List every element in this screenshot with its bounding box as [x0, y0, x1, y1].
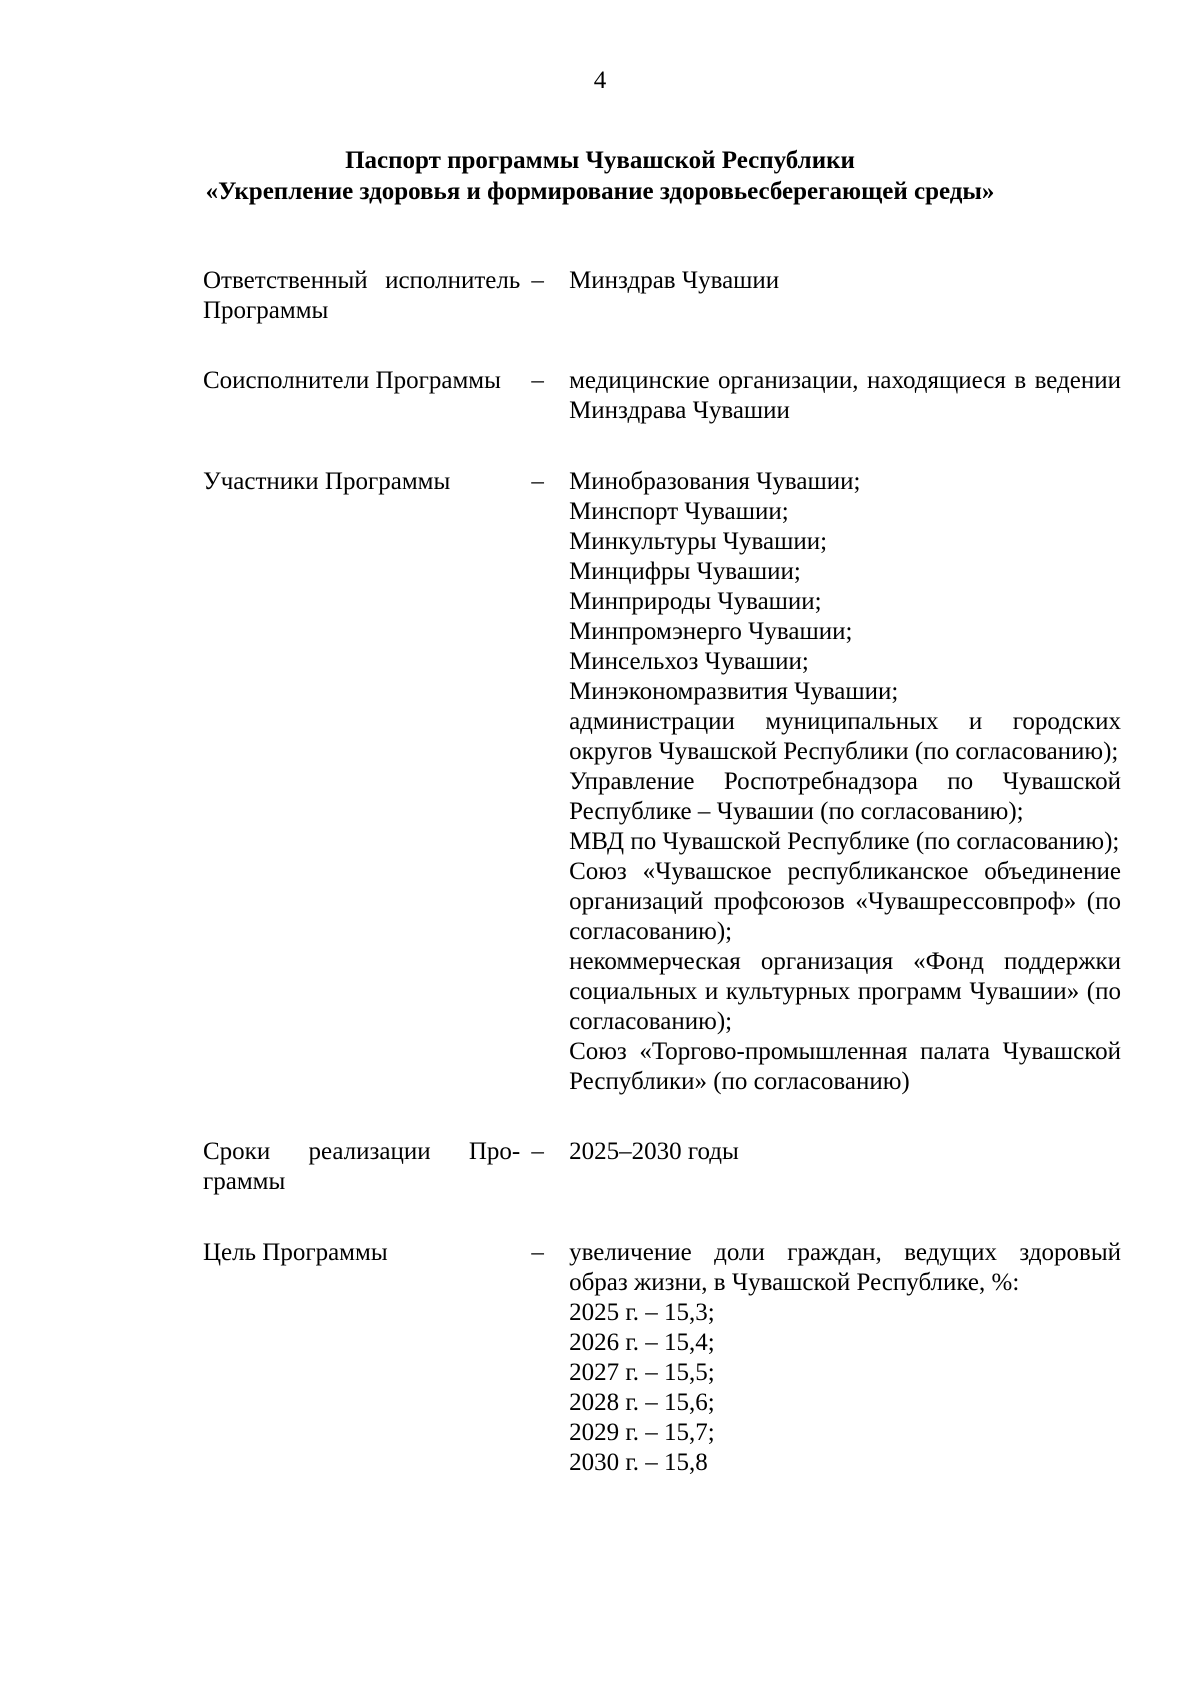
program-passport: [203, 266, 1121, 1478]
participant-item: Минобразования Чувашии;: [569, 468, 861, 495]
row-dash: –: [531, 468, 544, 495]
participant-item: Минкультуры Чувашии;: [569, 528, 828, 555]
participants-list: [569, 467, 1121, 1097]
executor-label: Ответственный исполнитель Программы: [203, 267, 521, 324]
participant-item: Минспорт Чувашии;: [569, 498, 789, 525]
participant-item: Минэкономразвития Чувашии;: [569, 678, 899, 705]
co-executors-text: медицинские организации, находящиеся в ведении Минздрава Чувашии: [569, 367, 1122, 424]
goal-value: [569, 1238, 1121, 1478]
passport-row-participants: [203, 467, 1121, 1097]
participant-item: МВД по Чувашской Республике (по согласованию);: [569, 828, 1120, 855]
participant-item: Союз «Чувашское республиканское объединение организаций профсоюзов «Чувашрессовпроф» (по согласованию);: [569, 858, 1122, 945]
participant-item: Минпромэнерго Чувашии;: [569, 618, 853, 645]
goal-year-item: 2026 г. – 15,4;: [569, 1329, 715, 1356]
goal-intro: увеличение доли граждан, ведущих здоровый образ жизни, в Чувашской Республике, %:: [569, 1239, 1122, 1296]
title-line-1: Паспорт программы Чувашской Республики: [345, 147, 855, 174]
row-dash: –: [531, 1239, 544, 1266]
page-title: [0, 145, 1200, 207]
period-label: Сроки реализации Программы: [203, 1138, 521, 1195]
participant-item: Минцифры Чувашии;: [569, 558, 801, 585]
executor-value: Минздрав Чувашии: [569, 267, 780, 294]
row-dash: –: [531, 1138, 544, 1165]
goal-year-item: 2027 г. – 15,5;: [569, 1359, 715, 1386]
participant-item: Минсельхоз Чувашии;: [569, 648, 809, 675]
page-number: 4: [593, 67, 607, 94]
passport-row-goal: [203, 1238, 1121, 1478]
co-executors-label: Соисполнители Программы: [203, 367, 501, 394]
goal-label: Цель Программы: [203, 1239, 388, 1266]
passport-row-executor: [203, 266, 1121, 326]
co-executors-value: [569, 366, 1121, 426]
participant-item: Минприроды Чувашии;: [569, 588, 822, 615]
passport-row-co-executors: [203, 366, 1121, 426]
participants-label: Участники Программы: [203, 468, 451, 495]
goal-year-item: 2028 г. – 15,6;: [569, 1389, 715, 1416]
title-line-2: «Укрепление здоровья и формирование здоровьесберегающей среды»: [205, 178, 995, 205]
goal-year-item: 2025 г. – 15,3;: [569, 1299, 715, 1326]
passport-row-period: [203, 1137, 1121, 1197]
participant-item: администрации муниципальных и городских округов Чувашской Республики (по согласованию);: [569, 708, 1122, 765]
row-dash: –: [531, 367, 544, 394]
participant-item: Управление Роспотребнадзора по Чувашской Республике – Чувашии (по согласованию);: [569, 768, 1122, 825]
participant-item: некоммерческая организация «Фонд поддержки социальных и культурных программ Чувашии» (по согласованию);: [569, 948, 1122, 1035]
goal-year-item: 2029 г. – 15,7;: [569, 1419, 715, 1446]
row-dash: –: [531, 267, 544, 294]
period-value: 2025–2030 годы: [569, 1138, 739, 1165]
goal-year-item: 2030 г. – 15,8: [569, 1449, 708, 1476]
participant-item: Союз «Торгово-промышленная палата Чувашской Республики» (по согласованию): [569, 1038, 1122, 1095]
